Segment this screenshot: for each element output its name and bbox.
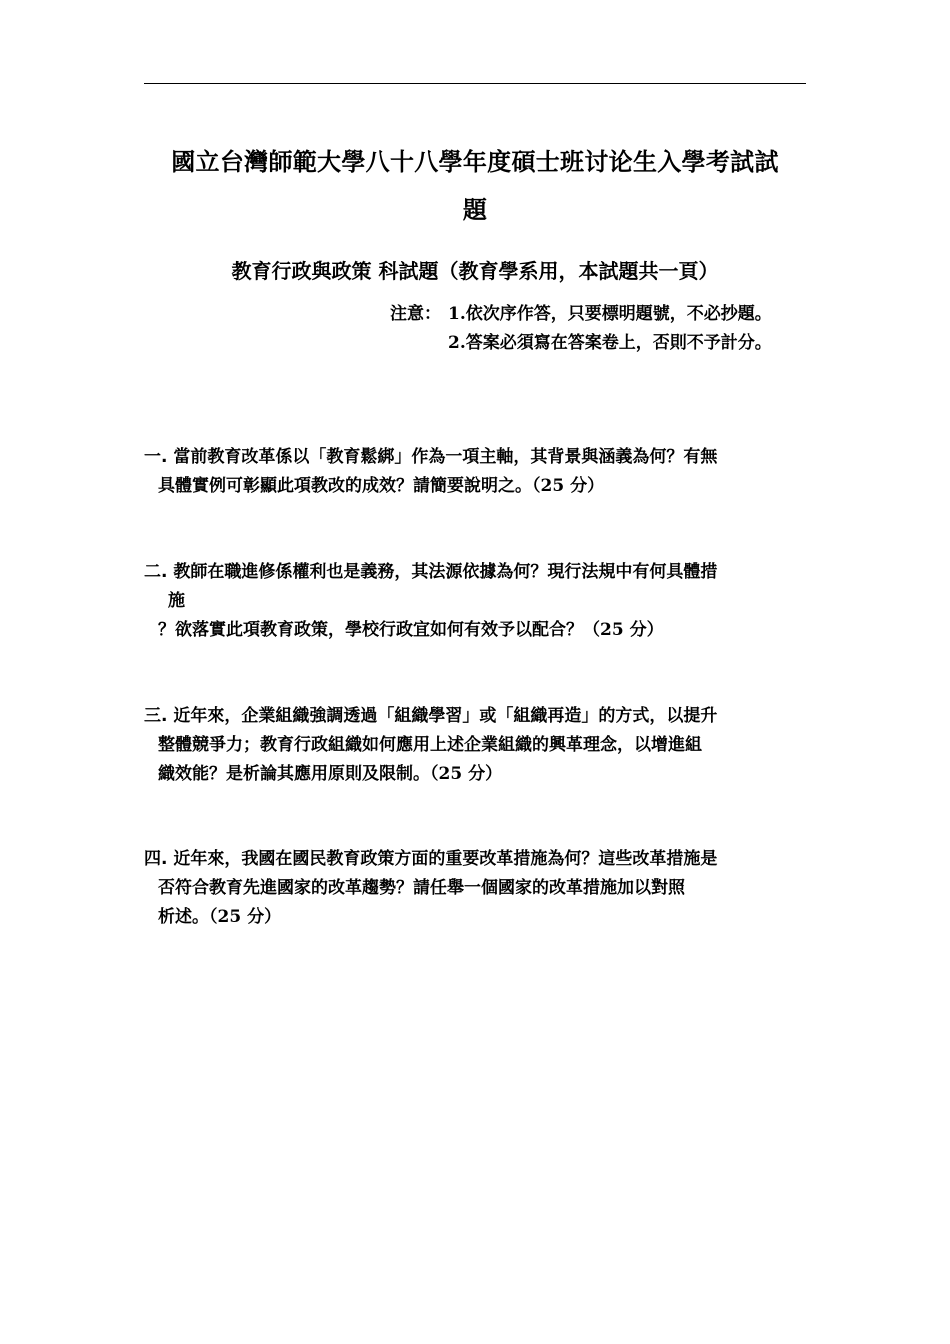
exam-title-line-1: 國立台灣師範大學八十八學年度碩士班讨论生入學考試試 [171, 148, 779, 176]
note-item-2-number: 2. [448, 333, 466, 353]
exam-notes [390, 300, 772, 358]
question-2-line-3: ？欲落實此項教育政策，學校行政宜如何有效予以配合？（25 分） [158, 620, 664, 640]
note-item-2-text: 答案必須寫在答案卷上，否則不予計分。 [465, 333, 772, 353]
question-2 [144, 558, 814, 645]
question-3-line-1: 三. 近年來，企業組織強調透過「組織學習」或「組織再造」的方式，以提升 [144, 706, 718, 726]
question-3 [144, 702, 814, 789]
exam-title-line-2: 題 [462, 196, 488, 224]
note-item-1-text: 依次序作答，只要標明題號，不必抄題。 [465, 304, 772, 324]
question-3-line-3: 織效能？是析論其應用原則及限制。（25 分） [158, 764, 503, 784]
question-4-line-3: 析述。（25 分） [158, 907, 282, 927]
note-item-1-number: 1. [448, 304, 466, 324]
exam-title [144, 138, 806, 234]
question-4-score: 25 [217, 907, 242, 927]
question-4-line-2: 否符合教育先進國家的改革趨勢？請任舉一個國家的改革措施加以對照 [158, 878, 685, 898]
question-2-line-2: 施 [168, 591, 185, 611]
header-rule [144, 83, 806, 84]
question-3-line-2: 整體競爭力；教育行政組織如何應用上述企業組織的興革理念，以增進組 [158, 735, 702, 755]
question-1-score: 25 [540, 476, 565, 496]
question-2-line-1: 二. 教師在職進修係權利也是義務，其法源依據為何？現行法規中有何具體措 [144, 562, 718, 582]
question-4-line-1: 四. 近年來，我國在國民教育政策方面的重要改革措施為何？這些改革措施是 [144, 849, 718, 869]
question-2-score: 25 [600, 620, 624, 640]
exam-subtitle: 教育行政與政策 科試題（教育學系用，本試題共一頁） [231, 259, 719, 283]
question-1-line-2: 具體實例可彰顯此項教改的成效？請簡要說明之。（25 分） [158, 476, 605, 496]
question-4 [144, 845, 814, 932]
question-3-score: 25 [438, 764, 463, 784]
note-item-1 [390, 300, 772, 329]
note-item-2 [390, 329, 772, 358]
question-1 [144, 443, 814, 501]
note-label: 注意： [390, 304, 441, 324]
question-1-line-1: 一. 當前教育改革係以「教育鬆綁」作為一項主軸，其背景與涵義為何？有無 [144, 447, 718, 467]
